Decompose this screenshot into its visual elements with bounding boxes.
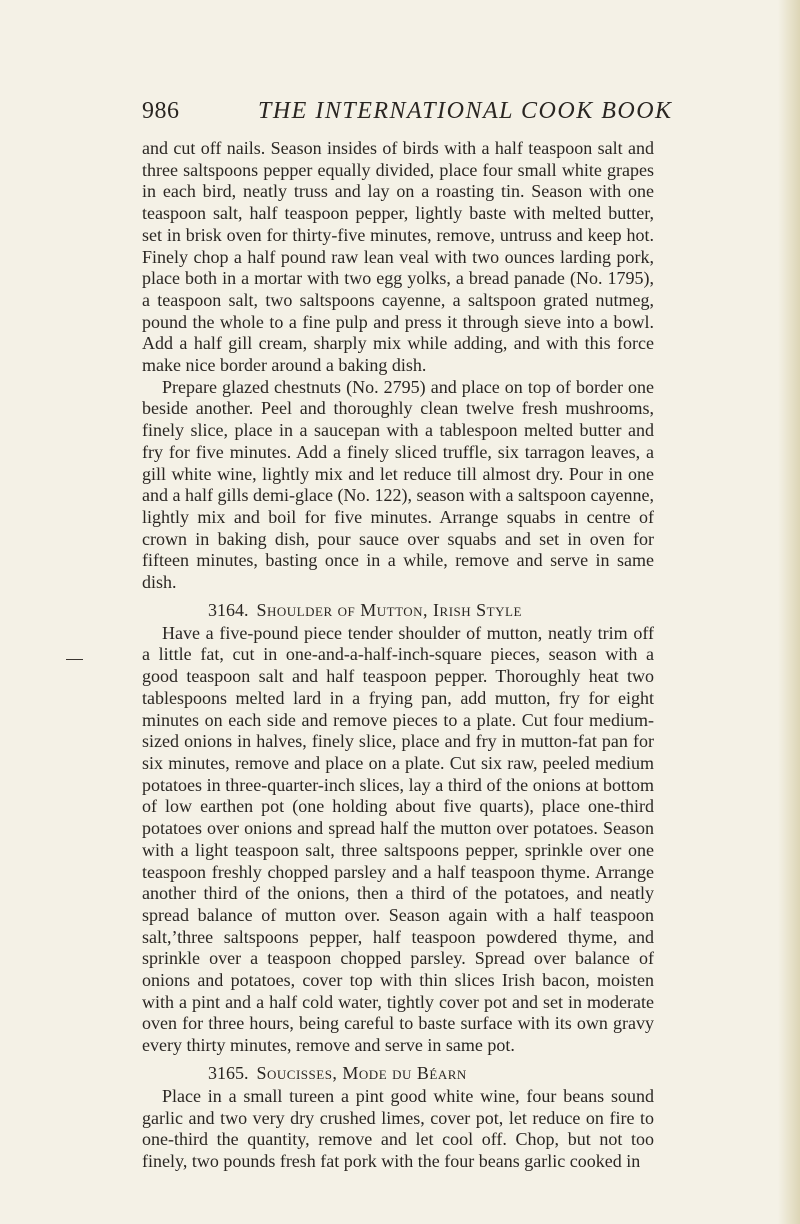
page-number: 986 [142, 98, 180, 124]
recipe-title: Shoulder of Mutton, Irish Style [256, 599, 522, 620]
paragraph-continued: and cut off nails. Season insides of birds with a half teaspoon salt and three saltspoons pepper equally divided, place four small white grapes in each bird, neatly truss and lay on a roasting tin. Season with one teaspoon salt, half teaspoon pepper, lightly baste with melted butter, set in brisk oven for thirty-five minutes, remove, untruss and keep hot. Finely chop a half pound raw lean veal with two ounces larding pork, place both in a mortar with two egg yolks, a bread panade (No. 1795), a teaspoon salt, two saltspoons cayenne, a saltspoon grated nutmeg, pound the whole to a fine pulp and press it through sieve into a bowl. Add a half gill cream, sharply mix while adding, and with this force make nice border around a baking dish. [142, 138, 654, 376]
paragraph-glazed-chestnuts: Prepare glazed chestnuts (No. 2795) and place on top of border one beside another. Peel and thoroughly clean twelve fresh mushrooms, finely slice, place in a saucepan with a tablespoon melted butter and fry for five minutes. Add a finely sliced truffle, six tarragon leaves, a gill white wine, lightly mix and let reduce till almost dry. Pour in one and a half gills demi-glace (No. 122), season with a saltspoon cayenne, lightly mix and boil for five minutes. Arrange squabs in centre of crown in baking dish, pour sauce over squabs and set in oven for fifteen minutes, basting once in a while, remove and serve in same dish. [142, 376, 654, 593]
recipe-number: 3164. [208, 599, 249, 620]
recipe-heading-3165 [142, 1061, 654, 1085]
recipe-number: 3165. [208, 1062, 249, 1083]
recipe-text-3164: Have a five-pound piece tender shoulder of mutton, neatly trim off a little fat, cut in one-and-a-half-inch-square pieces, season with a good teaspoon salt and half teaspoon pepper. Thoroughly heat two tablespoons melted lard in a frying pan, add mutton, fry for eight minutes on each side and remove pieces to a plate. Cut four medium-sized onions in halves, finely slice, place and fry in mutton-fat pan for six minutes, remove and place on a plate. Cut six raw, peeled medium potatoes in three-quarter-inch slices, lay a third of the onions at bottom of low earthen pot (one holding about five quarts), place one-third potatoes over onions and spread half the mutton over potatoes. Season with a light teaspoon salt, three saltspoons pepper, sprinkle over one teaspoon freshly chopped parsley and a half teaspoon thyme. Arrange another third of the onions, then a third of the potatoes, and neatly spread balance of mutton over. Season again with a half teaspoon salt,’three saltspoons pepper, half teaspoon powdered thyme, and sprinkle over a teaspoon chopped parsley. Spread over balance of onions and potatoes, cover top with thin slices Irish bacon, moisten with a pint and a half cold water, tightly cover pot and set in moderate oven for three hours, being careful to baste surface with its own gravy every thirty minutes, remove and serve in same pot. [142, 622, 654, 1056]
recipe-text-3165: Place in a small tureen a pint good white wine, four beans sound garlic and two very dry crushed limes, cover pot, let reduce on fire to one-third the quantity, remove and let cool off. Chop, but not too finely, two pounds fresh fat pork with the four beans garlic cooked in [142, 1085, 654, 1171]
page-edge-shadow [778, 0, 800, 1224]
recipe-heading-3164 [142, 598, 654, 622]
book-title: THE INTERNATIONAL COOK BOOK [258, 98, 673, 124]
page-body [142, 138, 654, 1173]
running-head [142, 96, 673, 130]
recipe-title: Soucisses, Mode du Béarn [256, 1062, 467, 1083]
margin-mark [66, 659, 83, 660]
